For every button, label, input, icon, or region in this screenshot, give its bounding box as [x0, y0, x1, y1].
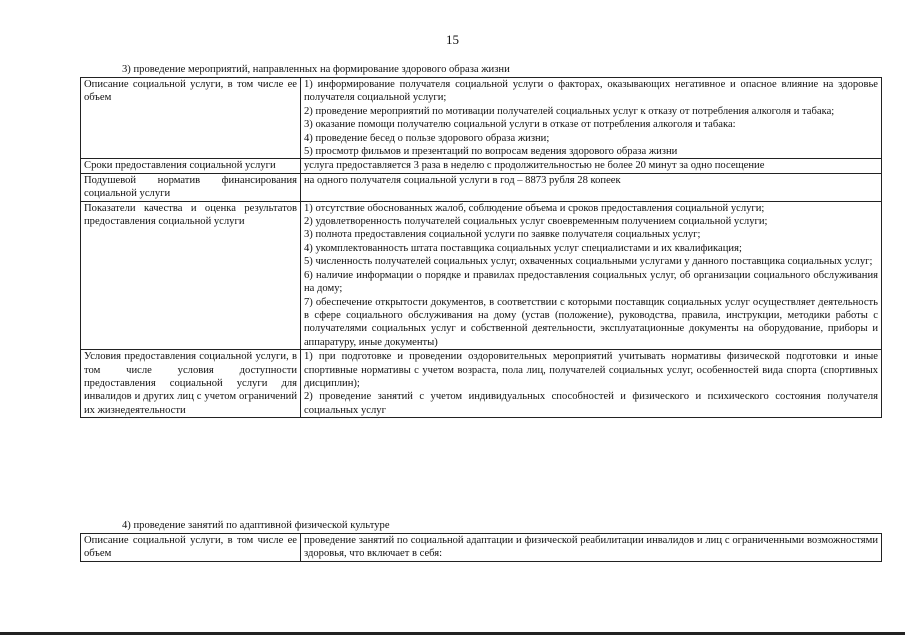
- list-item: 1) при подготовке и проведении оздоровительных мероприятий учитывать нормативы физической подготовки и иные спортивные нормативы с учетом возраста, пола лиц, получателей социальных услуг, особенностей вида спорта (спортивных дисциплин);: [304, 351, 878, 389]
- table-row: [81, 173, 882, 201]
- list-item: на одного получателя социальной услуги в год – 8873 рубля 28 копеек: [304, 174, 621, 186]
- row-content-description: [301, 534, 882, 562]
- section-4-heading: 4) проведение занятий по адаптивной физической культуре: [122, 520, 390, 531]
- list-item: 4) укомплектованность штата поставщика социальных услуг специалистами и их квалификация;: [304, 242, 742, 254]
- list-item: 1) отсутствие обоснованных жалоб, соблюдение объема и сроков предоставления социальной услуги;: [304, 202, 765, 214]
- list-item: 1) информирование получателя социальной услуги о факторах, оказывающих негативное и опасное влияние на здоровье получателя социальной услуги;: [304, 79, 878, 104]
- table-row: [81, 350, 882, 418]
- list-item: 2) проведение мероприятий по мотивации получателей социальных услуг к отказу от потребления алкоголя и табака;: [304, 105, 835, 117]
- row-label-financing: Подушевой норматив финансирования социальной услуги: [81, 173, 301, 201]
- list-item: 5) численность получателей социальных услуг, охваченных социальными услугами у данного поставщика социальных услуг;: [304, 256, 873, 268]
- row-content-description: [301, 78, 882, 159]
- list-item: 2) удовлетворенность получателей социальных услуг своевременным получением социальной услуги;: [304, 216, 768, 228]
- row-content-financing: [301, 173, 882, 201]
- page-bottom-edge: [0, 632, 905, 635]
- section-4-table: [80, 533, 882, 562]
- row-content-terms: [301, 159, 882, 173]
- row-label-conditions: Условия предоставления социальной услуги, в том числе условия доступности предоставления социальной услуги для инвалидов и других лиц с учетом ограничений их жизнедеятельности: [81, 350, 301, 418]
- list-item: 4) проведение бесед о пользе здорового образа жизни;: [304, 132, 550, 144]
- row-label-description: Описание социальной услуги, в том числе ее объем: [81, 78, 301, 159]
- table-row: [81, 201, 882, 349]
- row-content-conditions: [301, 350, 882, 418]
- list-item: проведение занятий по социальной адаптации и физической реабилитации инвалидов и лиц с ограниченными возможностями здоровья, что включает в себя:: [304, 535, 878, 560]
- row-label-terms: Сроки предоставления социальной услуги: [81, 159, 301, 173]
- row-label-description: Описание социальной услуги, в том числе ее объем: [81, 534, 301, 562]
- list-item: услуга предоставляется 3 раза в неделю с продолжительностью не более 20 минут за одно посещение: [304, 160, 765, 172]
- row-content-quality: [301, 201, 882, 349]
- list-item: 5) просмотр фильмов и презентаций по вопросам ведения здорового образа жизни: [304, 146, 678, 158]
- table-row: [81, 159, 882, 173]
- section-3-heading: 3) проведение мероприятий, направленных на формирование здорового образа жизни: [122, 64, 510, 75]
- table-row: [81, 78, 882, 159]
- table-row: [81, 534, 882, 562]
- row-label-quality: Показатели качества и оценка результатов предоставления социальной услуги: [81, 201, 301, 349]
- list-item: 3) оказание помощи получателю социальной услуги в отказе от потребления алкоголя и табака:: [304, 119, 736, 131]
- list-item: 2) проведение занятий с учетом индивидуальных способностей и физического и психического состояния получателя социальных услуг: [304, 391, 878, 416]
- section-3-table: [80, 77, 882, 418]
- list-item: 6) наличие информации о порядке и правилах предоставления социальных услуг, об организации социального обслуживания на дому;: [304, 269, 878, 295]
- list-item: 7) обеспечение открытости документов, в соответствии с которыми поставщик социальных услуг осуществляет деятельность в сфере социального обслуживания на дому (устав (положение), руководства, правила, инструкции, методики работы с получателями социальных услуг и собственной деятельности, эксплуатационные документы на оборудование, приборы и аппаратуру, иные документы): [304, 296, 878, 348]
- list-item: 3) полнота предоставления социальной услуги по заявке получателя социальных услуг;: [304, 229, 701, 241]
- page-number: 15: [446, 32, 459, 47]
